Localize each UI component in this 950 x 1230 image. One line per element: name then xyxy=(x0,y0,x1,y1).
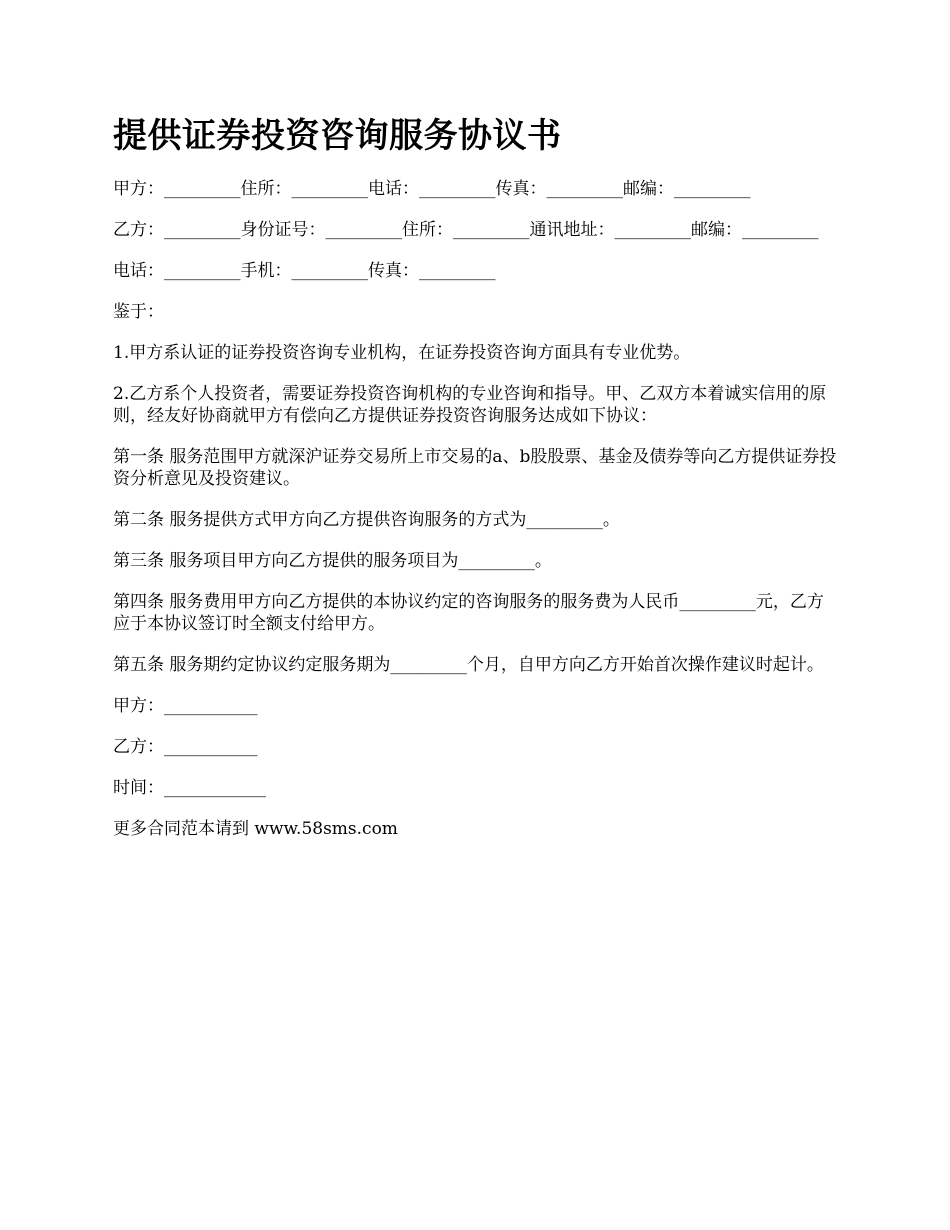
whereas-heading: 鉴于： xyxy=(113,302,164,322)
signature-party-a: 甲方：___________ xyxy=(113,696,258,716)
party-b-info: 乙方：_________身份证号：_________住所：_________通讯地址：_________邮编：_________ xyxy=(113,220,819,240)
document-title: 提供证券投资咨询服务协议书 xyxy=(113,116,562,156)
recital-1: 1.甲方系认证的证券投资咨询专业机构，在证券投资咨询方面具有专业优势。 xyxy=(113,343,691,363)
footer-note: 更多合同范本请到 www.58sms.com xyxy=(113,819,398,839)
article-3: 第三条 服务项目甲方向乙方提供的服务项目为_________。 xyxy=(113,551,552,571)
signature-date: 时间：____________ xyxy=(113,778,266,798)
signature-party-b: 乙方：___________ xyxy=(113,737,258,757)
recital-2: 2.乙方系个人投资者，需要证券投资咨询机构的专业咨询和指导。甲、乙双方本着诚实信用的原则，经友好协商就甲方有偿向乙方提供证券投资咨询服务达成如下协议： xyxy=(113,384,827,426)
party-b-contact: 电话：_________手机：_________传真：_________ xyxy=(113,261,496,281)
article-4: 第四条 服务费用甲方向乙方提供的本协议约定的咨询服务的服务费为人民币_________元，乙方应于本协议签订时全额支付给甲方。 xyxy=(113,592,824,634)
party-a-info: 甲方：_________住所：_________电话：_________传真：_________邮编：_________ xyxy=(113,179,751,199)
article-5: 第五条 服务期约定协议约定服务期为_________个月，自甲方向乙方开始首次操作建议时起计。 xyxy=(113,655,824,675)
article-1: 第一条 服务范围甲方就深沪证券交易所上市交易的a、b股股票、基金及债券等向乙方提供证券投资分析意见及投资建议。 xyxy=(113,447,837,489)
document-page xyxy=(113,110,838,859)
article-2: 第二条 服务提供方式甲方向乙方提供咨询服务的方式为_________。 xyxy=(113,510,620,530)
